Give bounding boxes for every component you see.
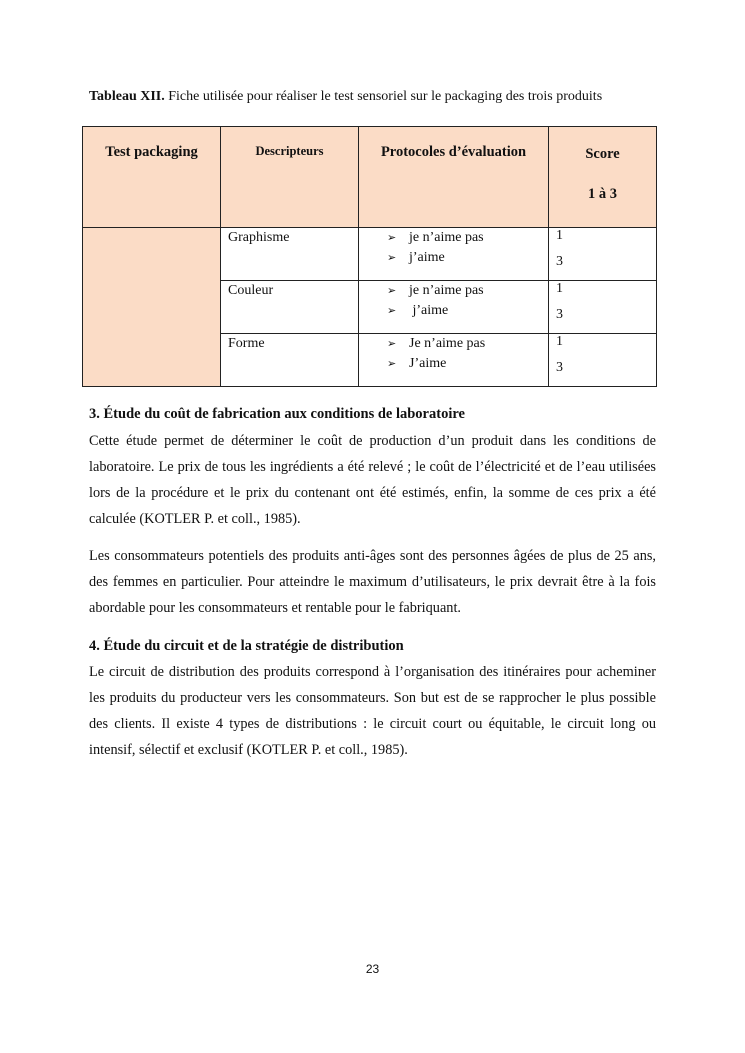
protocol-item	[387, 301, 548, 321]
section-3-paragraph-2: Les consommateurs potentiels des produits anti-âges sont des personnes âgées de plus de 25 ans, des femmes en particulier. Pour atteindre le maximum d’utilisateurs, le prix devrait être à la fois abordable pour les consommateurs et rentable pour le fabriquant.	[89, 548, 656, 616]
protocol-cell	[359, 334, 549, 387]
descripteur-cell	[221, 281, 359, 334]
descripteur-label: Forme	[228, 336, 265, 351]
protocol-item	[387, 248, 548, 268]
header-descripteurs: Descripteurs	[221, 127, 359, 228]
descripteur-label: Graphisme	[228, 230, 290, 245]
protocol-text: je n’aime pas	[409, 283, 484, 298]
header-score	[549, 127, 657, 228]
table-caption-label: Tableau XII.	[89, 89, 165, 104]
score-cell	[549, 228, 657, 281]
section-3-paragraph-1: Cette étude permet de déterminer le coût de production d’un produit dans les conditions de laboratoire. Le prix de tous les ingrédients a été relevé ; le coût de l’électricité et de l’eau utilisées lors de la procédure et le prix du contenant ont été estimés, enfin, la somme de ces prix a été calculée (KOTLER P. et coll., 1985).	[89, 433, 656, 527]
protocol-cell	[359, 228, 549, 281]
descripteur-label: Couleur	[228, 283, 274, 298]
header-test-packaging: Test packaging	[83, 127, 221, 228]
header-protocoles: Protocoles d’évaluation	[359, 127, 549, 228]
protocol-text: je n’aime pas	[409, 230, 484, 245]
protocol-item	[387, 228, 548, 248]
score-value: 3	[556, 307, 563, 322]
arrowhead-bullet-icon: ➢	[387, 284, 397, 297]
protocol-text: Je n’aime pas	[409, 336, 486, 351]
score-cell	[549, 334, 657, 387]
table-header-row	[83, 127, 657, 228]
descripteur-cell	[221, 228, 359, 281]
table-caption-text: Fiche utilisée pour réaliser le test sensoriel sur le packaging des trois produits	[164, 89, 603, 104]
table-row	[83, 228, 657, 281]
header-score-label: Score	[585, 146, 620, 162]
section-4-paragraph-1: Le circuit de distribution des produits correspond à l’organisation des itinéraires pour acheminer les produits du producteur vers les consommateurs. Son but est de se rapprocher le plus possible des clients. Il existe 4 types de distributions : le circuit court ou équitable, le circuit long ou intensif, sélectif et exclusif (KOTLER P. et coll., 1985).	[89, 664, 656, 758]
score-value: 1	[556, 281, 563, 296]
section-4-heading: 4. Étude du circuit et de la stratégie de distribution	[89, 638, 404, 654]
protocol-item	[387, 334, 548, 354]
page-number: 23	[365, 962, 380, 976]
arrowhead-bullet-icon: ➢	[387, 231, 397, 244]
protocol-text: J’aime	[409, 356, 447, 371]
section-3-heading: 3. Étude du coût de fabrication aux conditions de laboratoire	[89, 406, 465, 422]
table-caption	[89, 89, 602, 105]
score-value: 1	[556, 334, 563, 349]
score-value: 3	[556, 360, 563, 375]
arrowhead-bullet-icon: ➢	[387, 251, 397, 264]
protocol-text: j’aime	[409, 303, 449, 318]
arrowhead-bullet-icon: ➢	[387, 357, 397, 370]
score-cell	[549, 281, 657, 334]
sensory-test-table	[82, 126, 657, 387]
score-value: 1	[556, 228, 563, 243]
protocol-item	[387, 354, 548, 374]
score-value: 3	[556, 254, 563, 269]
protocol-item	[387, 281, 548, 301]
header-score-range: 1 à 3	[588, 186, 617, 202]
arrowhead-bullet-icon: ➢	[387, 304, 397, 317]
descripteur-cell	[221, 334, 359, 387]
merged-test-cell	[83, 228, 221, 387]
protocol-cell	[359, 281, 549, 334]
protocol-text: j’aime	[409, 250, 445, 265]
arrowhead-bullet-icon: ➢	[387, 337, 397, 350]
